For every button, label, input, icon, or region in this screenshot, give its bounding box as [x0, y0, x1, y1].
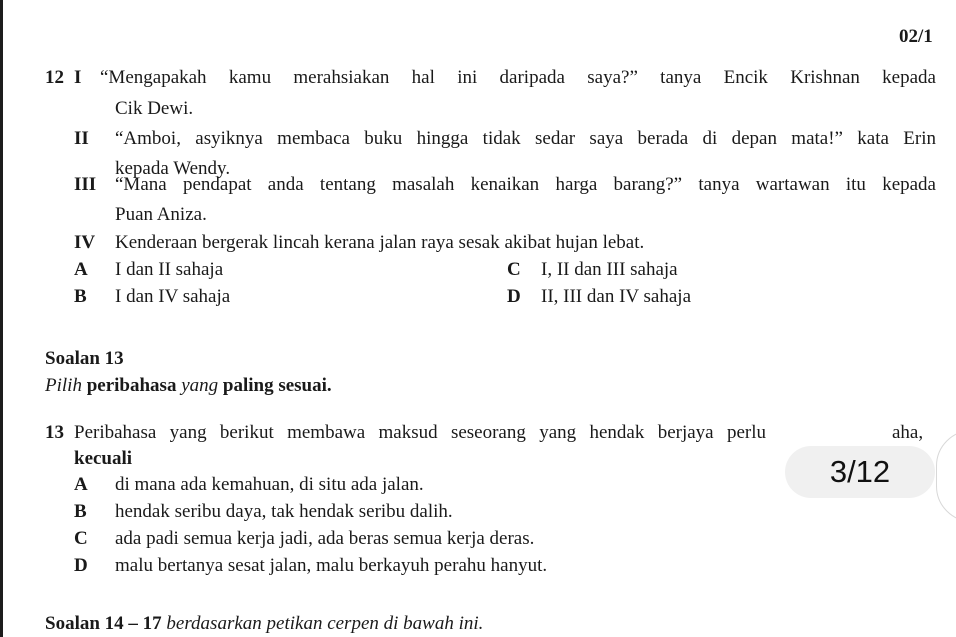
- q13-option-a-letter: A: [74, 474, 88, 495]
- instruction-part-4: paling sesuai.: [218, 375, 332, 396]
- q12-item-1-line2: Cik Dewi.: [115, 98, 194, 119]
- q13-option-b-text: hendak seribu daya, tak hendak seribu dalih.: [115, 501, 453, 522]
- q13-keyword: kecuali: [74, 448, 133, 469]
- q13-option-d-letter: D: [74, 555, 88, 576]
- q12-option-a-text: I dan II sahaja: [115, 259, 224, 280]
- section-14-17-label: Soalan 14 – 17: [45, 613, 162, 634]
- q12-option-c-letter: C: [507, 259, 521, 280]
- q12-item-2-numeral: II: [74, 128, 89, 149]
- q13-stem-end: aha,: [892, 422, 924, 443]
- q13-option-b-letter: B: [74, 501, 87, 522]
- q13-option-c-text: ada padi semua kerja jadi, ada beras semua kerja deras.: [115, 528, 535, 549]
- q12-item-3-line2: Puan Aniza.: [115, 204, 207, 225]
- q13-option-c-letter: C: [74, 528, 88, 549]
- instruction-part-1: Pilih: [45, 375, 82, 396]
- overlay-occlusion: [770, 418, 896, 446]
- q13-stem: Peribahasa yang berikut membawa maksud seseorang yang hendak berjaya perlu: [74, 422, 766, 443]
- page-code: 02/1: [899, 26, 933, 47]
- q12-item-4-line1: Kenderaan bergerak lincah kerana jalan raya sesak akibat hujan lebat.: [115, 232, 645, 253]
- q12-item-4-numeral: IV: [74, 232, 96, 253]
- question-13-number: 13: [45, 422, 64, 443]
- section-13-heading: Soalan 13: [45, 348, 124, 369]
- q12-option-b-letter: B: [74, 286, 87, 307]
- instruction-part-3: yang: [181, 375, 219, 396]
- q12-option-d-letter: D: [507, 286, 521, 307]
- section-14-17-intro: [45, 613, 483, 635]
- q12-item-3-numeral: III: [74, 174, 97, 195]
- q13-option-a-text: di mana ada kemahuan, di situ ada jalan.: [115, 474, 424, 495]
- q12-item-2-line1: “Amboi, asyiknya membaca buku hingga tidak sedar saya berada di depan mata!” kata Erin: [115, 128, 936, 149]
- section-14-17-rest: berdasarkan petikan cerpen di bawah ini.: [161, 613, 484, 634]
- q12-option-c-text: I, II dan III sahaja: [541, 259, 678, 280]
- page-edge: [0, 0, 3, 637]
- question-12-number: 12: [45, 67, 64, 88]
- q12-item-2-line2: kepada Wendy.: [115, 158, 231, 179]
- q12-option-b-text: I dan IV sahaja: [115, 286, 231, 307]
- next-page-button[interactable]: [936, 430, 956, 522]
- q12-item-3-line1: “Mana pendapat anda tentang masalah kenaikan harga barang?” tanya wartawan itu kepada: [115, 174, 936, 195]
- q12-option-d-text: II, III dan IV sahaja: [541, 286, 691, 307]
- instruction-part-2: peribahasa: [81, 375, 182, 396]
- q12-option-a-letter: A: [74, 259, 88, 280]
- q12-item-1-numeral: I: [74, 67, 82, 88]
- page-indicator[interactable]: 3/12: [785, 446, 935, 498]
- q12-item-1-line1: “Mengapakah kamu merahsiakan hal ini daripada saya?” tanya Encik Krishnan kepada: [100, 67, 936, 88]
- q13-option-d-text: malu bertanya sesat jalan, malu berkayuh perahu hanyut.: [115, 555, 548, 576]
- section-13-instruction: [45, 375, 332, 397]
